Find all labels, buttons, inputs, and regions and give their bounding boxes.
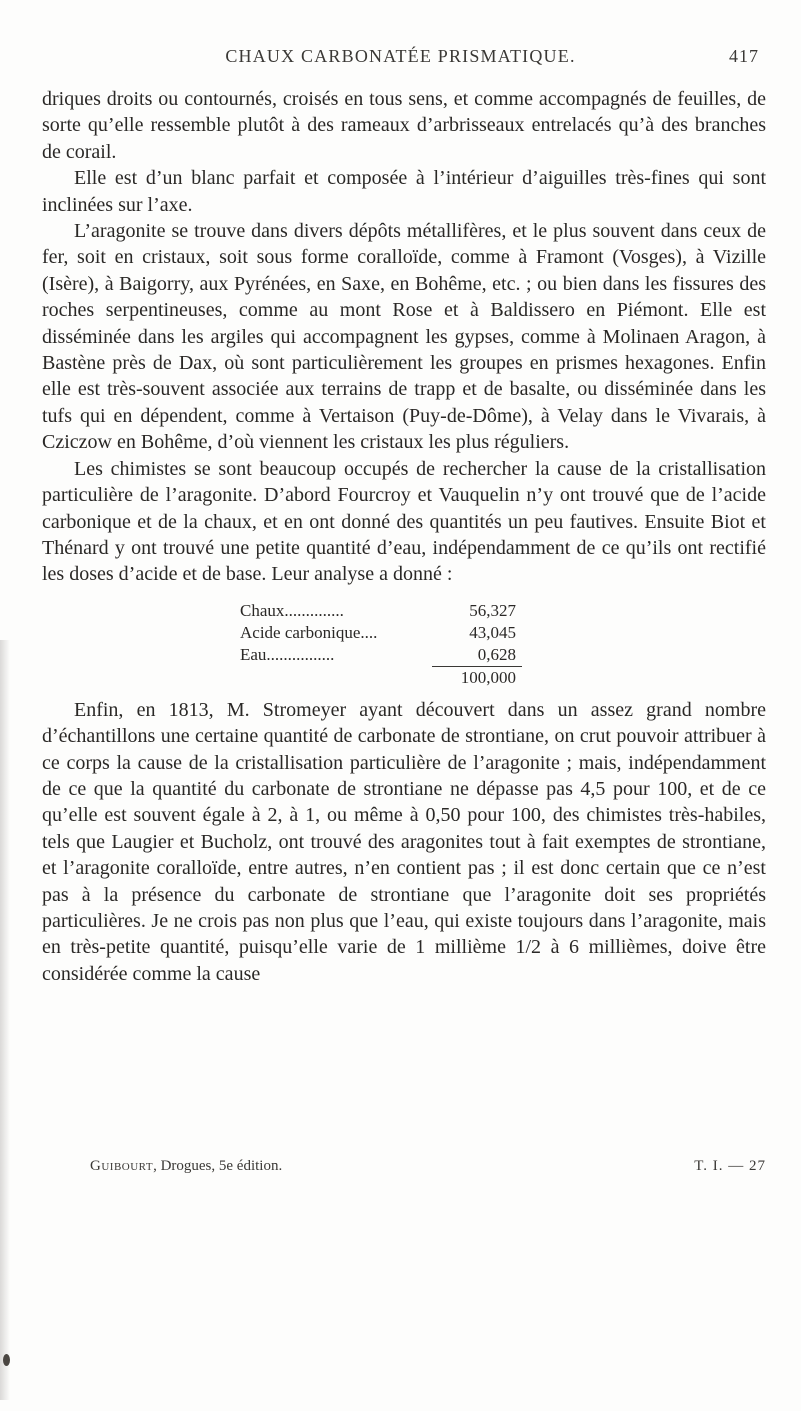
analysis-value: 0,628	[477, 644, 516, 664]
paragraph-chemists-research: Les chimistes se sont beaucoup occupés de rechercher la cause de la cristallisation particulière de l’aragonite. D’abord Fourcroy et Vauquelin n’y ont trouvé que de l’acide carbonique et de la chaux, et en ont donné des quantités un peu fautives. Ensuite Biot et Thénard y ont trouvé une petite quantité d’eau, indépendamment de ce qu’ils ont rectifié les doses d’acide et de base. Leur analyse a donné :	[42, 457, 766, 586]
analysis-value: 56,327	[469, 600, 516, 620]
paragraph-continuation: driques droits ou contournés, croisés en tous sens, et comme accompagnés de feuilles, de sorte qu’elle ressemble plutôt à des rameaux d’arbrisseaux entrelacés qu’à des branches de corail.	[42, 88, 766, 163]
analysis-row-eau	[240, 644, 570, 666]
footer-signature: T. I. — 27	[694, 1158, 766, 1174]
analysis-label: Eau................	[240, 644, 335, 664]
paragraph-aragonite-locations: L’aragonite se trouve dans divers dépôts métallifères, et le plus souvent dans ceux de fer, soit en cristaux, soit sous forme coralloïde, comme à Framont (Vosges), à Vizille (Isère), à Baigorry, aux Pyrénées, en Saxe, en Bohême, etc. ; ou bien dans les fissures des roches serpentineuses, comme au mont Rose et à Baldissero en Piémont. Elle est disséminée dans les argiles qui accompagnent les gypses, comme à Molinaen Aragon, à Bastène près de Dax, où sont particulièrement les groupes en prismes hexagones. Enfin elle est très-souvent associée aux terrains de trapp et de basalte, ou disséminée dans les tufs qui en dépendent, comme à Vertaison (Puy-de-Dôme), à Velay dans le Vivarais, à Cziczow en Bohême, d’où viennent les cristaux les plus réguliers.	[42, 220, 766, 454]
binding-dot-mark	[3, 1354, 10, 1366]
analysis-row-acide-carbonique	[240, 622, 570, 644]
analysis-total: 100,000	[460, 667, 516, 687]
running-title: CHAUX CARBONATÉE PRISMATIQUE.	[225, 46, 576, 66]
page-footer	[90, 1158, 766, 1182]
analysis-table	[240, 600, 570, 689]
paragraph-stromeyer: Enfin, en 1813, M. Stromeyer ayant découvert dans un assez grand nombre d’échantillons une certaine quantité de carbonate de strontiane, on crut pouvoir attribuer à ce corps la cause de la cristallisation particulière de l’aragonite ; mais, indépendamment de ce que la quantité du carbonate de strontiane ne dépasse pas 4,5 pour 100, et de ce qu’elle est souvent égale à 2, à 1, ou même à 0,50 pour 100, des chimistes très-habiles, tels que Laugier et Bucholz, ont trouvé des aragonites tout à fait exemptes de strontiane, et l’aragonite coralloïde, entre autres, n’en contient pas ; il est donc certain que ce n’est pas à la présence du carbonate de strontiane que l’aragonite doit ses propriétés particulières. Je ne crois pas non plus que l’eau, qui existe toujours dans l’aragonite, mais en très-petite quantité, puisqu’elle varie de 1 millième 1/2 à 6 millièmes, doive être considérée comme la cause	[42, 698, 766, 985]
analysis-row-chaux	[240, 600, 570, 622]
binding-shadow	[0, 640, 10, 1400]
analysis-label: Acide carbonique....	[240, 622, 378, 642]
analysis-label: Chaux..............	[240, 600, 344, 620]
paragraph-white-aragonite: Elle est d’un blanc parfait et composée à l’intérieur d’aiguilles très-fines qui sont inclinées sur l’axe.	[42, 167, 766, 216]
running-head	[0, 46, 801, 76]
footer-title-edition: , Drogues, 5e édition.	[153, 1158, 283, 1174]
footer-publication	[90, 1158, 282, 1175]
analysis-total-row	[240, 667, 570, 689]
analysis-value: 43,045	[469, 622, 516, 642]
footer-author: Guibourt	[90, 1158, 154, 1174]
page-number: 417	[729, 46, 759, 66]
body-text	[42, 86, 766, 987]
